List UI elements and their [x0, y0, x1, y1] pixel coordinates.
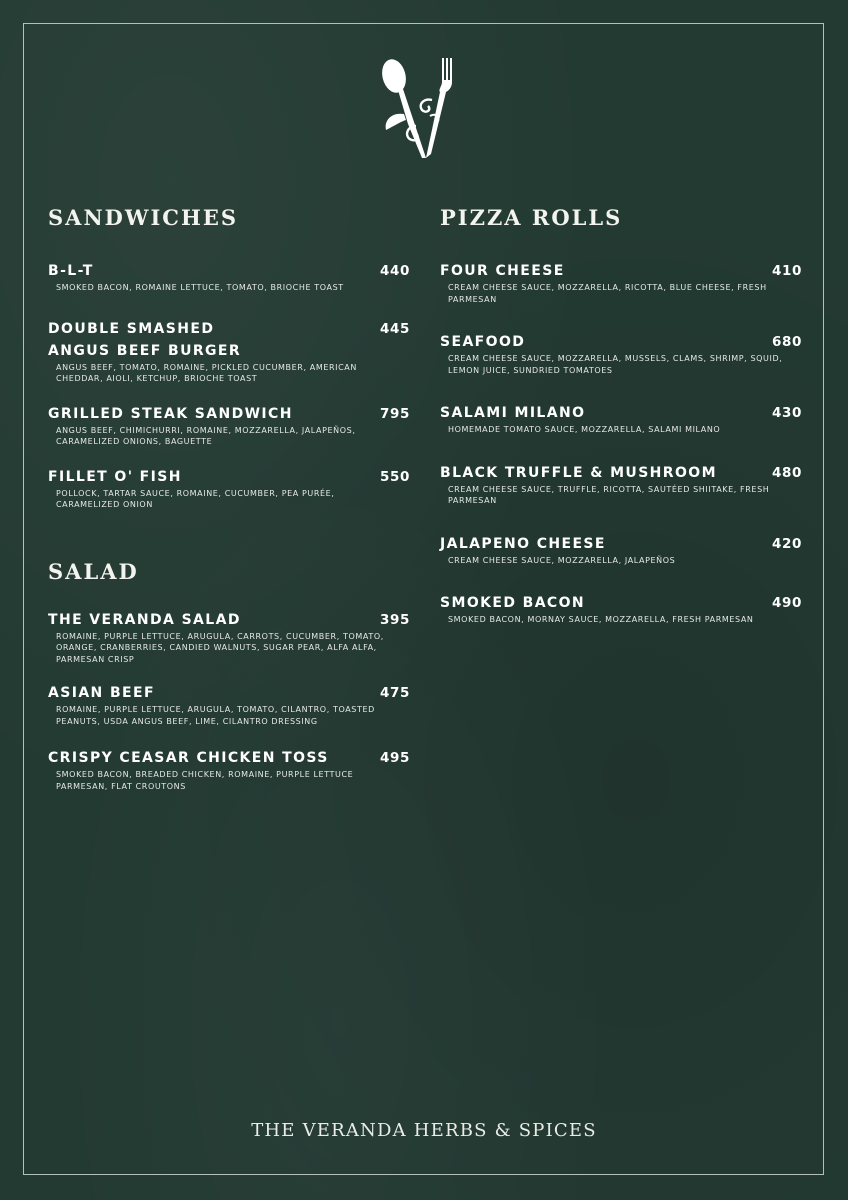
menu-item-name: SALAMI MILANO — [440, 405, 586, 421]
menu-item — [48, 403, 410, 448]
menu-item-name: B-L-T — [48, 263, 94, 279]
menu-item-name: DOUBLE SMASHED ANGUS BEEF BURGER — [48, 320, 242, 359]
menu-item-description: ANGUS BEEF, CHIMICHURRI, ROMAINE, MOZZARELLA, JALAPEÑOS, CARAMELIZED ONIONS, BAGUETTE — [56, 425, 356, 446]
menu-item — [48, 682, 410, 727]
menu-item — [48, 609, 410, 666]
menu-item — [440, 462, 802, 507]
menu-item-name: CRISPY CEASAR CHICKEN TOSS — [48, 750, 329, 766]
menu-item — [48, 747, 410, 792]
menu-item-price: 475 — [380, 685, 410, 701]
menu-item-name: FOUR CHEESE — [440, 263, 565, 279]
menu-item-price: 550 — [380, 468, 410, 485]
section-title-salad: SALAD — [48, 558, 139, 584]
menu-item — [48, 260, 410, 294]
salad-section — [48, 557, 410, 793]
menu-item-price: 795 — [380, 405, 410, 422]
menu-item-name: BLACK TRUFFLE & MUSHROOM — [440, 464, 717, 481]
menu-item-price: 680 — [772, 334, 802, 350]
menu-item-description: SMOKED BACON, MORNAY SAUCE, MOZZARELLA, FRESH PARMESAN — [448, 615, 754, 624]
menu-item-description: CREAM CHEESE SAUCE, MOZZARELLA, JALAPEÑOS — [448, 555, 676, 565]
menu-item — [440, 533, 802, 567]
menu-item-price: 395 — [380, 611, 410, 628]
menu-item-description: ROMAINE, PURPLE LETTUCE, ARUGULA, TOMATO, CILANTRO, TOASTED PEANUTS, USDA ANGUS BEEF, LIME, CILANTRO DRESSING — [56, 705, 375, 726]
menu-item — [440, 402, 802, 436]
section-title-sandwiches: SANDWICHES — [48, 205, 238, 230]
menu-item-description: SMOKED BACON, ROMAINE LETTUCE, TOMATO, BRIOCHE TOAST — [56, 283, 344, 292]
menu-item — [440, 260, 802, 305]
salad-list — [48, 609, 410, 793]
sandwiches-list — [48, 260, 410, 511]
menu-item-name: ASIAN BEEF — [48, 685, 155, 701]
menu-item-name: SEAFOOD — [440, 334, 526, 350]
menu-item-description: POLLOCK, TARTAR SAUCE, ROMAINE, CUCUMBER, PEA PURÉE, CARAMELIZED ONION — [56, 488, 335, 509]
menu-item-description: CREAM CHEESE SAUCE, TRUFFLE, RICOTTA, SAUTÉED SHIITAKE, FRESH PARMESAN — [448, 484, 770, 505]
menu-item-price: 440 — [380, 263, 410, 279]
menu-item-name: GRILLED STEAK SANDWICH — [48, 405, 293, 422]
menu-item-description: CREAM CHEESE SAUCE, MOZZARELLA, RICOTTA, BLUE CHEESE, FRESH PARMESAN — [448, 283, 767, 304]
menu-item-description: HOMEMADE TOMATO SAUCE, MOZZARELLA, SALAMI MILANO — [448, 425, 721, 434]
menu-item — [48, 466, 410, 511]
menu-item-name: JALAPENO CHEESE — [440, 535, 606, 552]
menu-item — [440, 592, 802, 626]
spoon-fork-v-monogram-icon — [376, 54, 470, 164]
menu-item-price: 490 — [772, 595, 802, 611]
menu-item-name: THE VERANDA SALAD — [48, 611, 241, 628]
menu-item-price: 410 — [772, 263, 802, 279]
menu-item-description: ANGUS BEEF, TOMATO, ROMAINE, PICKLED CUCUMBER, AMERICAN CHEDDAR, AIOLI, KETCHUP, BRIOCHE TOAST — [56, 362, 357, 383]
menu-item-description: ROMAINE, PURPLE LETTUCE, ARUGULA, CARROTS, CUCUMBER, TOMATO, ORANGE, CRANBERRIES, CANDIED WALNUTS, SUGAR PEAR, ALFA ALFA, PARMESAN CRISP — [56, 631, 384, 664]
menu-item-price: 480 — [772, 464, 802, 481]
menu-item — [48, 318, 410, 385]
section-title-pizza-rolls: PIZZA ROLLS — [440, 205, 623, 230]
menu-item — [440, 331, 802, 376]
pizza-rolls-list — [440, 260, 802, 626]
menu-item-price: 420 — [772, 535, 802, 552]
menu-item-name: SMOKED BACON — [440, 595, 586, 611]
menu-item-price: 430 — [772, 405, 802, 421]
menu-item-price: 445 — [380, 320, 410, 337]
menu-item-price: 495 — [380, 750, 410, 766]
menu-item-name: FILLET O' FISH — [48, 468, 182, 485]
menu-item-description: CREAM CHEESE SAUCE, MOZZARELLA, MUSSELS, CLAMS, SHRIMP, SQUID, LEMON JUICE, SUNDRIED TOMATOES — [448, 354, 783, 375]
menu-item-description: SMOKED BACON, BREADED CHICKEN, ROMAINE, PURPLE LETTUCE PARMESAN, FLAT CROUTONS — [56, 770, 354, 791]
restaurant-name-footer: THE VERANDA HERBS & SPICES — [251, 1120, 597, 1141]
left-column — [48, 203, 410, 792]
right-column — [440, 203, 802, 626]
